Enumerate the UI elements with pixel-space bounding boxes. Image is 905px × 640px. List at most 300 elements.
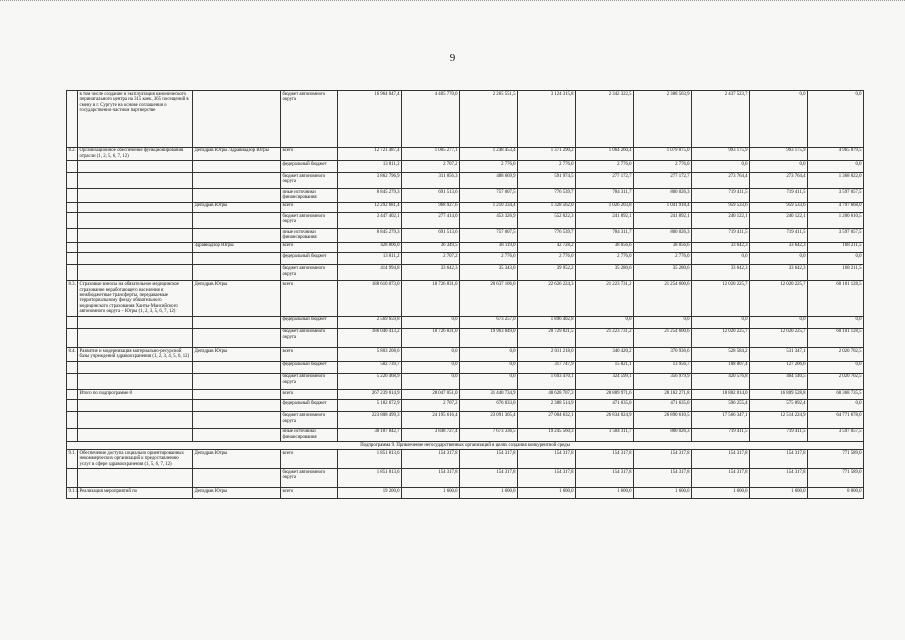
amount-cell: 108 007,4 [692,361,750,373]
funding-source-cell: всего [281,449,338,468]
item-number-cell [67,400,78,412]
amount-cell: 0,0 [634,316,692,328]
amount-cell: 39 952,2 [518,265,576,281]
funding-source-cell: федеральный бюджет [281,161,338,173]
amount-cell: 340 420,2 [576,348,634,361]
amount-cell: 28 162 271,8 [634,389,692,400]
executor-cell [193,189,281,202]
item-name-cell [78,468,193,488]
executor-cell [193,265,281,281]
amount-cell: 1 851 813,6 [338,449,402,468]
amount-cell: 575 892,4 [750,400,808,412]
amount-cell: 21 254 600,6 [634,328,692,348]
funding-source-cell: бюджет автономного округа [281,91,338,148]
amount-cell: 2 707,2 [402,400,460,412]
amount-cell: 154 317,8 [750,449,808,468]
amount-cell: 531 347,1 [750,348,808,361]
amount-cell: 420 576,8 [692,373,750,389]
executor-cell [193,91,281,148]
item-number-cell: 8.3. [67,281,78,316]
amount-cell: 3 447 402,1 [338,213,402,229]
amount-cell: 273 764,4 [692,173,750,189]
item-name-cell: Организационное обеспечение функционирования отрасли (1, 2, 5, 6, 7, 12) [78,147,193,160]
amount-cell: 552 022,3 [518,213,576,229]
item-number-cell [67,468,78,488]
table-row [67,173,864,189]
amount-cell: 168 211,5 [808,265,864,281]
table-row [67,91,864,148]
executor-cell [193,253,281,265]
executor-cell [193,173,281,189]
amount-cell: 317 747,9 [518,361,576,373]
amount-cell: 0,0 [402,316,460,328]
amount-cell: 2 707,2 [402,253,460,265]
amount-cell: 12 514 224,9 [750,412,808,428]
item-number-cell [67,265,78,281]
amount-cell: 2 011 218,0 [518,348,576,361]
item-number-cell [67,161,78,173]
amount-cell: 2 776,0 [634,253,692,265]
amount-cell: 68 368 735,5 [808,389,864,400]
amount-cell: 1 584 311,7 [576,428,634,441]
amount-cell: 2 388 514,9 [518,400,576,412]
amount-cell: 1 210 334,4 [460,202,518,213]
funding-source-cell: иные источники финансирования [281,189,338,202]
amount-cell: 240 122,1 [750,213,808,229]
amount-cell: 3 597 057,5 [808,428,864,441]
amount-cell: 0,0 [750,316,808,328]
item-name-cell: Развитие и модернизация материально-ресурсной базы учреждений здравоохранения (1, 2, 3, 4, 5, 6, 12) [78,348,193,361]
amount-cell: 20 637 106,0 [460,281,518,316]
amount-cell: 60 101 128,5 [808,328,864,348]
table-row [67,161,864,173]
amount-cell: 719 411,5 [692,428,750,441]
funding-source-cell: бюджет автономного округа [281,468,338,488]
amount-cell: 12 292 681,4 [338,202,402,213]
scan-edge [0,0,905,7]
amount-cell: 0,0 [808,400,864,412]
amount-cell: 188 610 073,0 [338,281,402,316]
item-number-cell [67,428,78,441]
amount-cell: 784 311,7 [576,229,634,242]
amount-cell: 1 600,0 [518,488,576,499]
amount-cell: 2 776,0 [576,161,634,173]
amount-cell: 0,0 [808,253,864,265]
amount-cell: 1 600,0 [460,488,518,499]
item-number-cell: 9.1.1. [67,488,78,499]
executor-cell: Здравнадзор Югры [193,242,281,253]
amount-cell: 1 368 822,0 [808,173,864,189]
item-number-cell [67,173,78,189]
amount-cell: 1 026 203,8 [576,202,634,213]
amount-cell: 64 771 678,0 [808,412,864,428]
amount-cell: 800 026,3 [634,229,692,242]
amount-cell: 154 317,8 [750,468,808,488]
item-name-cell: Итого по подпрограмме 8 [78,389,193,400]
amount-cell: 26 834 024,9 [576,412,634,428]
budget-table [66,90,864,499]
amount-cell: 20 729 821,5 [518,328,576,348]
table-row [67,412,864,428]
amount-cell: 240 122,1 [692,213,750,229]
item-number-cell [67,389,78,400]
amount-cell: 19 963 849,0 [460,328,518,348]
item-number-cell: 8.4. [67,348,78,361]
funding-source-cell: иные источники финансирования [281,229,338,242]
amount-cell: 2 776,0 [518,253,576,265]
amount-cell: 959 533,6 [692,202,750,213]
amount-cell: 771 589,0 [808,468,864,488]
executor-cell [193,213,281,229]
amount-cell: 1 693 470,1 [518,373,576,389]
table-row [67,202,864,213]
funding-source-cell: федеральный бюджет [281,316,338,328]
item-number-cell [67,242,78,253]
item-name-cell [78,202,193,213]
amount-cell: 488 669,9 [460,173,518,189]
amount-cell: 2 776,0 [518,161,576,173]
executor-cell: Депздрав Югры [193,348,281,361]
amount-cell: 968 927,6 [402,202,460,213]
amount-cell: 127 206,6 [750,361,808,373]
funding-source-cell: всего [281,348,338,361]
amount-cell: 0,0 [808,91,864,148]
amount-cell: 1 896 402,8 [518,316,576,328]
amount-cell: 7 673 336,5 [460,428,518,441]
executor-cell [193,389,281,400]
amount-cell: 8 000,0 [808,488,864,499]
executor-cell [193,316,281,328]
table-row [67,488,864,499]
amount-cell: 3 597 057,5 [808,229,864,242]
executor-cell: Депздрав Югры [193,449,281,468]
amount-cell: 18 882 014,0 [692,389,750,400]
amount-cell: 0,0 [808,361,864,373]
item-number-cell [67,316,78,328]
amount-cell: 38 119,0 [460,242,518,253]
item-number-cell [67,202,78,213]
amount-cell: 154 317,8 [460,468,518,488]
item-name-cell [78,189,193,202]
amount-cell: 1 248 453,4 [460,147,518,160]
executor-cell [193,428,281,441]
table-row [67,348,864,361]
table-row [67,147,864,160]
table-row [67,316,864,328]
amount-cell: 1 041 918,4 [634,202,692,213]
executor-cell [193,161,281,173]
executor-cell: Депздрав Югры /Здравнадзор Югры [193,147,281,160]
table-row [67,449,864,468]
amount-cell: 8 845 279,3 [338,229,402,242]
amount-cell: 0,0 [402,348,460,361]
amount-cell: 0,0 [460,348,518,361]
amount-cell: 35 280,6 [634,265,692,281]
amount-cell: 719 411,5 [750,189,808,202]
amount-cell: 719 411,5 [692,189,750,202]
amount-cell: 38 187 842,7 [338,428,402,441]
amount-cell: 154 317,8 [692,449,750,468]
amount-cell: 0,0 [808,161,864,173]
amount-cell: 38 056,6 [634,242,692,253]
amount-cell: 16 964 047,4 [338,91,402,148]
amount-cell: 31 440 734,9 [460,389,518,400]
funding-source-cell: бюджет автономного округа [281,373,338,389]
amount-cell: 719 411,5 [750,428,808,441]
item-name-cell [78,373,193,389]
amount-cell: 0,0 [750,253,808,265]
amount-cell: 2 707,2 [402,161,460,173]
amount-cell: 21 223 731,2 [576,328,634,348]
amount-cell: 13 811,2 [338,161,402,173]
amount-cell: 1 600,0 [692,488,750,499]
amount-cell: 154 317,8 [460,449,518,468]
amount-cell: 42 728,2 [518,242,576,253]
table-row [67,400,864,412]
amount-cell: 2 776,0 [634,161,692,173]
amount-cell: 0,0 [750,91,808,148]
item-number-cell [67,328,78,348]
executor-cell: Депздрав Югры [193,202,281,213]
amount-cell: 48 628 707,3 [518,389,576,400]
table-row [67,189,864,202]
item-number-cell [67,189,78,202]
amount-cell: 21 254 600,6 [634,281,692,316]
amount-cell: 2 388 563,9 [634,91,692,148]
executor-cell: Депздрав Югры [193,488,281,499]
item-name-cell [78,428,193,441]
amount-cell: 35 280,6 [576,265,634,281]
funding-source-cell: всего [281,488,338,499]
amount-cell: 324 599,1 [576,373,634,389]
amount-cell: 18 726 831,0 [402,328,460,348]
executor-cell [193,400,281,412]
amount-cell: 1 200 610,5 [808,213,864,229]
amount-cell: 356 979,9 [634,373,692,389]
amount-cell: 428 806,0 [338,242,402,253]
amount-cell: 0,0 [692,161,750,173]
item-name-cell [78,161,193,173]
amount-cell: 2 776,0 [576,253,634,265]
amount-cell: 5 182 672,9 [338,400,402,412]
amount-cell: 0,0 [808,316,864,328]
amount-cell: 23 091 365,4 [460,412,518,428]
amount-cell: 691 513,6 [402,189,460,202]
item-name-cell [78,400,193,412]
funding-source-cell: всего [281,242,338,253]
amount-cell: 0,0 [460,361,518,373]
amount-cell: 28 889 971,6 [576,389,634,400]
item-number-cell [67,361,78,373]
executor-cell [193,412,281,428]
amount-cell: 4 965 879,5 [808,147,864,160]
amount-cell: 168 211,5 [808,242,864,253]
amount-cell: 776 539,7 [518,229,576,242]
amount-cell: 1 600,0 [576,488,634,499]
amount-cell: 33 642,3 [750,265,808,281]
table-row [67,229,864,242]
amount-cell: 596 255,4 [692,400,750,412]
amount-cell: 370 936,6 [634,348,692,361]
item-number-cell [67,253,78,265]
item-name-cell [78,173,193,189]
amount-cell: 154 317,8 [518,449,576,468]
item-number-cell: 8.2. [67,147,78,160]
item-number-cell [67,229,78,242]
funding-source-cell: бюджет автономного округа [281,265,338,281]
executor-cell [193,373,281,389]
amount-cell: 2 020 702,5 [808,348,864,361]
amount-cell: 277 414,0 [402,213,460,229]
amount-cell: 311 056,3 [402,173,460,189]
amount-cell: 1 328 562,0 [518,202,576,213]
amount-cell: 12 020 225,7 [750,281,808,316]
amount-cell: 414 994,8 [338,265,402,281]
item-name-cell [78,328,193,348]
amount-cell: 1 064 260,4 [576,147,634,160]
amount-cell: 12 020 225,7 [692,328,750,348]
amount-cell: 719 411,5 [692,229,750,242]
table-row [67,265,864,281]
amount-cell: 0,0 [460,373,518,389]
table-row [67,468,864,488]
amount-cell: 784 311,7 [576,189,634,202]
amount-cell: 404 140,5 [750,373,808,389]
amount-cell: 277 172,7 [576,173,634,189]
item-name-cell [78,361,193,373]
amount-cell: 3 597 057,5 [808,189,864,202]
amount-cell: 60 101 128,5 [808,281,864,316]
amount-cell: 19 200,0 [338,488,402,499]
amount-cell: 1 079 875,0 [634,147,692,160]
table-row [67,428,864,441]
amount-cell: 2 265 551,5 [460,91,518,148]
amount-cell: 36 349,5 [402,242,460,253]
amount-cell: 154 317,8 [402,468,460,488]
item-name-cell [78,253,193,265]
executor-cell [193,468,281,488]
amount-cell: 3 124 315,8 [518,91,576,148]
funding-source-cell: бюджет автономного округа [281,213,338,229]
amount-cell: 15 821,1 [576,361,634,373]
amount-cell: 277 172,7 [634,173,692,189]
amount-cell: 5 220 468,9 [338,373,402,389]
amount-cell: 17 566 347,1 [692,412,750,428]
amount-cell: 528 584,2 [692,348,750,361]
funding-source-cell: всего [281,281,338,316]
amount-cell: 2 020 702,5 [808,373,864,389]
amount-cell: 154 317,8 [402,449,460,468]
amount-cell: 12 020 225,7 [750,328,808,348]
amount-cell: 5 803 208,6 [338,348,402,361]
item-number-cell [67,373,78,389]
amount-cell: 993 175,9 [750,147,808,160]
amount-cell: 1 600,0 [402,488,460,499]
amount-cell: 154 317,8 [634,468,692,488]
amount-cell: 0,0 [402,373,460,389]
amount-cell: 993 175,9 [692,147,750,160]
amount-cell: 154 317,8 [518,468,576,488]
amount-cell: 757 007,5 [460,189,518,202]
amount-cell: 28 047 051,0 [402,389,460,400]
funding-source-cell: всего [281,389,338,400]
amount-cell: 1 371 290,2 [518,147,576,160]
amount-cell: 267 239 014,9 [338,389,402,400]
amount-cell: 959 533,6 [750,202,808,213]
item-name-cell: Страховые взносы на обязательное медицинское страхование неработающего населения и межбюджетные трансферты, передаваемые территориальному фонду обязательного медицинского страхования Ханты-Мансийского автономного округа – Югры (1, 2, 3, 5, 6, 7, 12) [78,281,193,316]
amount-cell: 719 411,5 [750,229,808,242]
item-name-cell [78,265,193,281]
amount-cell: 582 739,7 [338,361,402,373]
amount-cell: 1 600,0 [634,488,692,499]
amount-cell: 33 642,3 [750,242,808,253]
table-row [67,361,864,373]
item-number-cell [67,412,78,428]
table-row [67,253,864,265]
amount-cell: 4 405 770,0 [402,91,460,148]
amount-cell: 1 600,0 [750,488,808,499]
amount-cell: 12 020 225,7 [692,281,750,316]
table-row [67,328,864,348]
item-number-cell: 9.1. [67,449,78,468]
executor-cell [193,328,281,348]
table-row [67,281,864,316]
amount-cell: 24 195 616,4 [402,412,460,428]
table-row [67,242,864,253]
amount-cell: 800 026,3 [634,428,692,441]
amount-cell: 800 026,3 [634,189,692,202]
amount-cell: 673 257,0 [460,316,518,328]
amount-cell: 757 007,5 [460,229,518,242]
amount-cell: 154 317,8 [576,449,634,468]
amount-cell: 2 776,0 [460,161,518,173]
funding-source-cell: всего [281,147,338,160]
item-name-cell: Реализация мероприятий по [78,488,193,499]
table-row [67,373,864,389]
amount-cell: 2 776,0 [460,253,518,265]
amount-cell: 2 437 523,7 [692,91,750,148]
table-row [67,213,864,229]
amount-cell: 33 642,3 [402,265,460,281]
funding-source-cell: бюджет автономного округа [281,328,338,348]
amount-cell: 2 569 659,8 [338,316,402,328]
amount-cell: 691 513,6 [402,229,460,242]
page-number: 9 [449,52,456,64]
amount-cell: 241 892,1 [576,213,634,229]
amount-cell: 0,0 [750,161,808,173]
funding-source-cell: всего [281,202,338,213]
funding-source-cell: бюджет автономного округа [281,173,338,189]
amount-cell: 0,0 [576,316,634,328]
amount-cell: 273 764,4 [750,173,808,189]
amount-cell: 12 721 487,4 [338,147,402,160]
amount-cell: 22 626 224,3 [518,281,576,316]
amount-cell: 0,0 [692,316,750,328]
amount-cell: 13 811,2 [338,253,402,265]
item-name-cell [78,242,193,253]
amount-cell: 471 635,0 [576,400,634,412]
executor-cell [193,229,281,242]
amount-cell: 35 343,0 [460,265,518,281]
amount-cell: 16 809 528,8 [750,389,808,400]
table-row [67,389,864,400]
item-number-cell [67,213,78,229]
amount-cell: 0,0 [692,253,750,265]
funding-source-cell: федеральный бюджет [281,400,338,412]
item-number-cell [67,91,78,148]
item-name-cell [78,229,193,242]
amount-cell: 0,0 [402,361,460,373]
